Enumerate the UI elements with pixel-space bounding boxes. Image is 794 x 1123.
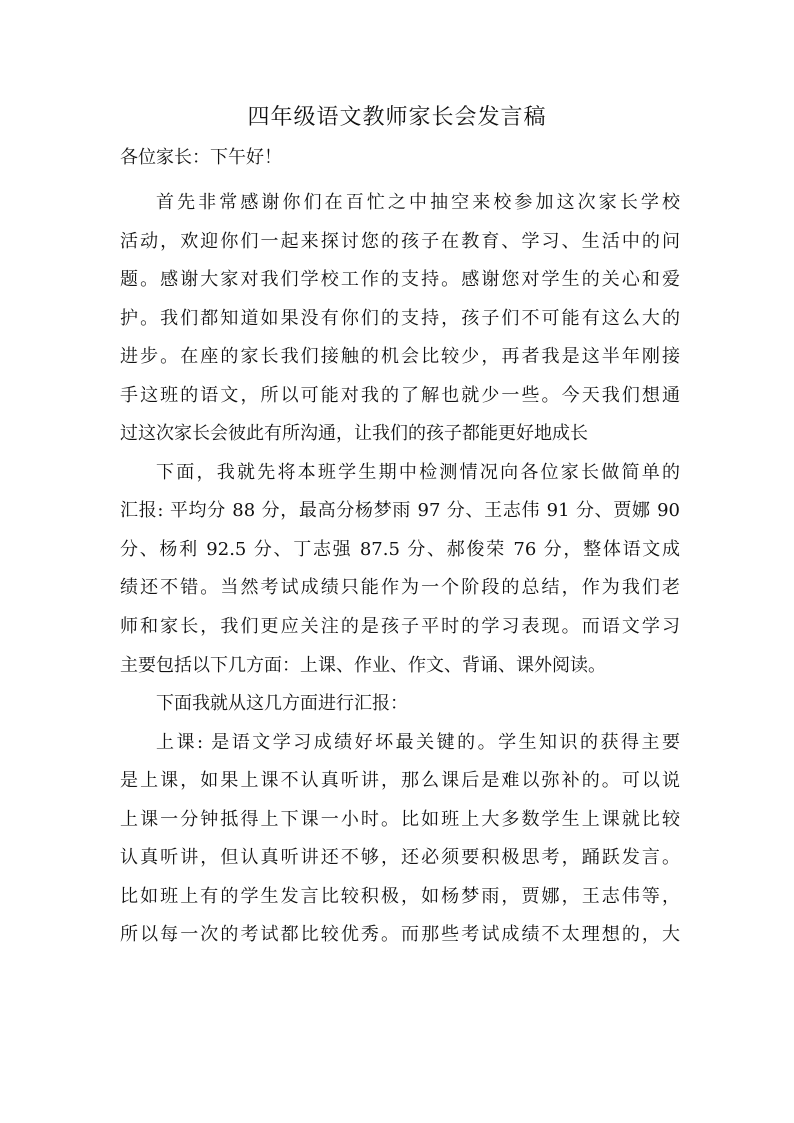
paragraph-line: 护。我们都知道如果没有你们的支持，孩子们不可能有这么大的 [120, 307, 680, 329]
paragraph-line: 过这次家长会彼此有所沟通，让我们的孩子都能更好地成长 [120, 423, 588, 445]
paragraph-line: 认真听讲，但认真听讲还不够，还必须要积极思考，踊跃发言。 [120, 847, 680, 869]
paragraph-line: 师和家长，我们更应关注的是孩子平时的学习表现。而语文学习 [120, 616, 680, 638]
paragraph-line: 上课: 是语文学习成绩好坏最关键的。学生知识的获得主要 [156, 731, 680, 753]
paragraph-line: 主要包括以下几方面：上课、作业、作文、背诵、课外阅读。 [120, 654, 606, 676]
paragraph-line: 汇报: 平均分 88 分，最高分杨梦雨 97 分、王志伟 91 分、贾娜 90 [120, 500, 680, 522]
paragraph-line: 题。感谢大家对我们学校工作的支持。感谢您对学生的关心和爱 [120, 269, 680, 291]
document-body [120, 184, 680, 955]
greeting: 各位家长：下午好！ [120, 147, 282, 168]
document-title: 四年级语文教师家长会发言稿 [247, 105, 547, 130]
paragraph-line: 进步。在座的家长我们接触的机会比较少，再者我是这半年刚接 [120, 346, 680, 368]
paragraph-line: 首先非常感谢你们在百忙之中抽空来校参加这次家长学校 [156, 192, 680, 213]
paragraph-line: 绩还不错。当然考试成绩只能作为一个阶段的总结，作为我们老 [120, 577, 680, 599]
paragraph-line: 活动，欢迎你们一起来探讨您的孩子在教育、学习、生活中的问 [120, 230, 680, 252]
paragraph-line: 所以每一次的考试都比较优秀。而那些考试成绩不太理想的，大 [120, 924, 680, 946]
paragraph-line: 是上课，如果上课不认真听讲，那么课后是难以弥补的。可以说 [120, 770, 680, 792]
paragraph-line: 分、杨利 92.5 分、丁志强 87.5 分、郝俊荣 76 分，整体语文成 [120, 538, 680, 560]
paragraph-line: 上课一分钟抵得上下课一小时。比如班上大多数学生上课就比较 [120, 808, 680, 830]
paragraph-line: 手这班的语文，所以可能对我的了解也就少一些。今天我们想通 [120, 384, 680, 406]
paragraph-line: 比如班上有的学生发言比较积极，如杨梦雨，贾娜，王志伟等， [120, 885, 680, 907]
paragraph-line: 下面我就从这几方面进行汇报： [156, 693, 408, 715]
paragraph-line: 下面，我就先将本班学生期中检测情况向各位家长做简单的 [156, 461, 680, 483]
